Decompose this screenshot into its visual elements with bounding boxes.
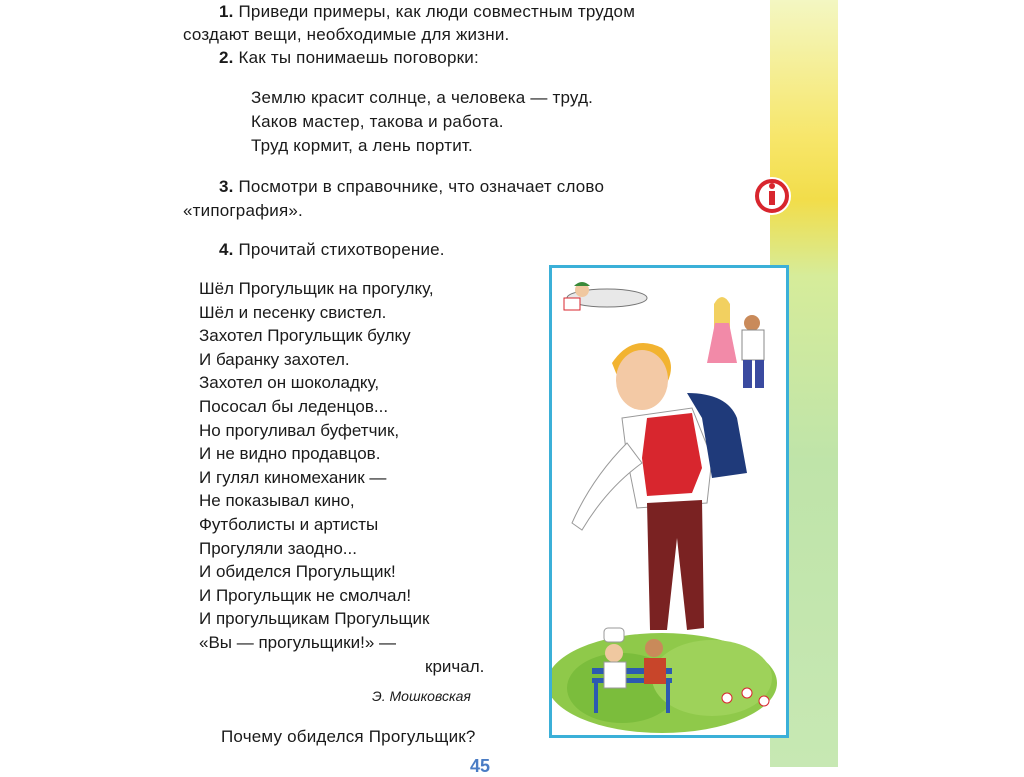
task-1-text: Приведи примеры, как люди совместным трудом <box>238 2 636 21</box>
poem <box>199 277 484 678</box>
poem-line: И прогульщикам Прогульщик <box>199 609 430 629</box>
poem-line: Но прогуливал буфетчик, <box>199 420 400 440</box>
task-4-text: Прочитай стихотворение. <box>238 240 445 259</box>
poem-line: Шёл и песенку свистел. <box>199 302 387 322</box>
proverb-3: Труд кормит, а лень портит. <box>251 136 473 155</box>
task-2-line <box>219 48 479 68</box>
proverb-2: Каков мастер, такова и работа. <box>251 112 504 131</box>
task-2-number: 2. <box>219 48 234 67</box>
poem-line: Футболисты и артисты <box>199 514 379 534</box>
truant-illustration <box>549 265 789 738</box>
poem-line: Захотел он шоколадку, <box>199 373 380 393</box>
task-1-line-1 <box>219 2 635 22</box>
task-3-line-1 <box>219 177 604 197</box>
task-1-line-2: создают вещи, необходимые для жизни. <box>183 25 510 44</box>
task-4-number: 4. <box>219 240 234 259</box>
task-1-number: 1. <box>219 2 234 21</box>
poem-line: «Вы — прогульщики!» — <box>199 632 396 652</box>
poem-line: И баранку захотел. <box>199 349 350 369</box>
illustration-drawing <box>552 268 786 735</box>
task-3-line-2: «типография». <box>183 201 303 220</box>
poem-line: Пососал бы леденцов... <box>199 396 389 416</box>
poem-line: Шёл Прогульщик на прогулку, <box>199 279 434 298</box>
task-3-number: 3. <box>219 177 234 196</box>
task-3-text: Посмотри в справочнике, что означает слово <box>238 177 605 196</box>
poem-line: И Прогульщик не смолчал! <box>199 585 412 605</box>
question: Почему обиделся Прогульщик? <box>221 727 476 746</box>
poem-line: Не показывал кино, <box>199 491 355 511</box>
poem-line: И гулял киномеханик — <box>199 467 387 487</box>
poem-line: Прогуляли заодно... <box>199 538 357 558</box>
poem-author: Э. Мошковская <box>372 688 471 704</box>
poem-line: И не видно продавцов. <box>199 444 381 464</box>
poem-line: И обиделся Прогульщик! <box>199 562 396 582</box>
poem-line: Захотел Прогульщик булку <box>199 326 411 346</box>
info-icon <box>752 170 792 216</box>
page-margin-right <box>838 0 1024 767</box>
task-4-line <box>219 240 445 260</box>
task-2-text: Как ты понимаешь поговорки: <box>238 48 479 67</box>
page-number: 45 <box>470 756 491 776</box>
proverb-1: Землю красит солнце, а человека — труд. <box>251 88 594 107</box>
poem-line: кричал. <box>425 656 485 676</box>
